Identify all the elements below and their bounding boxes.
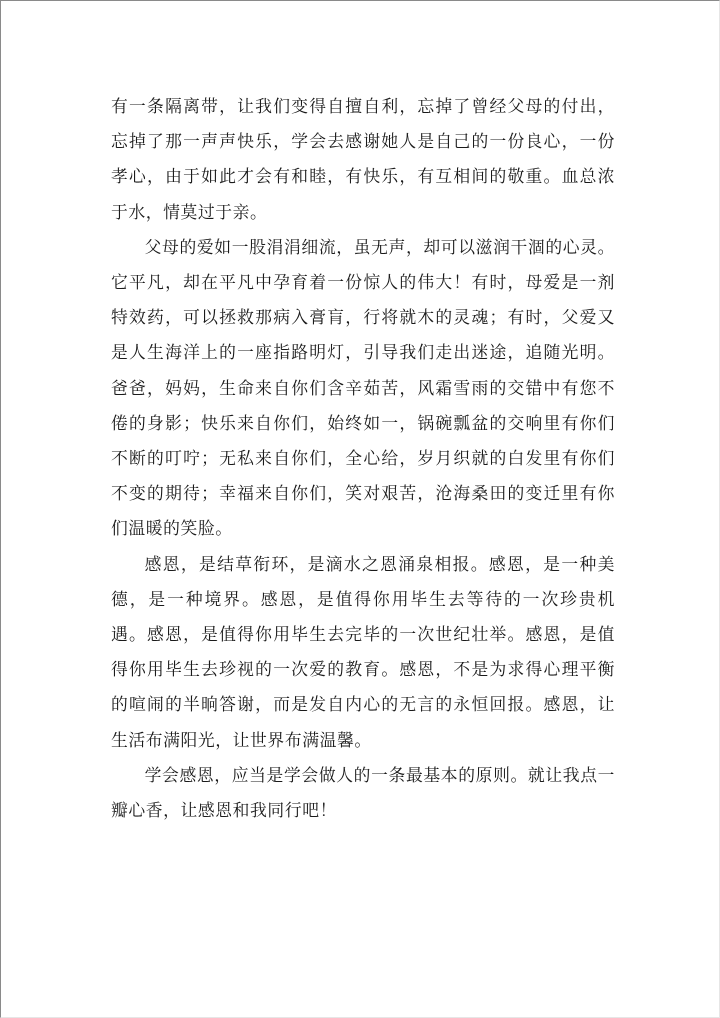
body-text (111, 89, 615, 828)
paragraph-4: 学会感恩，应当是学会做人的一条最基本的原则。就让我点一瓣心香，让感恩和我同行吧！ (111, 764, 615, 821)
paragraph-1: 有一条隔离带，让我们变得自擅自利，忘掉了曾经父母的付出，忘掉了那一声声快乐，学会去感谢她人是自己的一份良心，一份孝心，由于如此才会有和睦，有快乐，有互相间的敬重。血总浓于水，情莫过于亲。 (111, 96, 615, 222)
paragraph-2: 父母的爱如一股涓涓细流，虽无声，却可以滋润干涸的心灵。它平凡，却在平凡中孕育着一份惊人的伟大！有时，母爱是一剂特效药，可以拯救那病入膏肓，行将就木的灵魂；有时，父爱又是人生海洋上的一座指路明灯，引导我们走出迷途，追随光明。爸爸，妈妈，生命来自你们含辛茹苦，风霜雪雨的交错中有您不倦的身影；快乐来自你们，始终如一，锅碗瓢盆的交响里有你们不断的叮咛；无私来自你们，全心给，岁月织就的白发里有你们不变的期待；幸福来自你们，笑对艰苦，沧海桑田的变迁里有你们温暖的笑脸。 (111, 236, 615, 539)
paragraph-3: 感恩，是结草衔环，是滴水之恩涌泉相报。感恩，是一种美德，是一种境界。感恩，是值得你用毕生去等待的一次珍贵机遇。感恩，是值得你用毕生去完毕的一次世纪壮举。感恩，是值得你用毕生去珍视的一次爱的教育。感恩，不是为求得心理平衡的喧闹的半晌答谢，而是发自内心的无言的永恒回报。感恩，让生活布满阳光，让世界布满温馨。 (111, 553, 615, 750)
